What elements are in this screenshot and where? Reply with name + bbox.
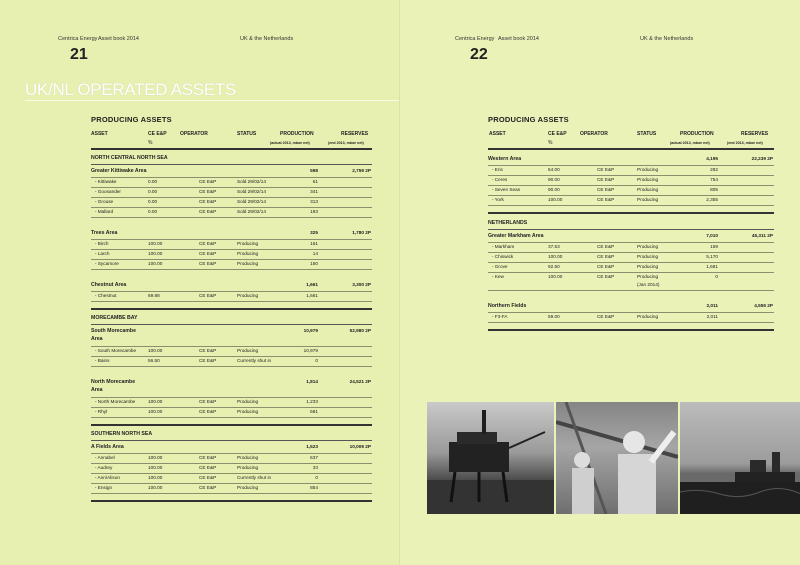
col-operator: OPERATOR [180,131,208,137]
ce-ep-share: 59.00 [548,314,560,319]
section-end-rule [488,212,774,214]
production: 14 [312,251,318,256]
row-rule [91,473,372,474]
operator: CE E&P [199,179,217,184]
asset-name: - Eris [488,167,503,172]
asset-name: - Ann/Alison [91,475,120,480]
production: 193 [310,209,318,214]
group-production: 598 [310,168,318,173]
group-name: South Morecambe [91,328,136,334]
col-asset: ASSET [91,131,108,137]
ce-ep-share: 69.88 [148,293,160,298]
group-name: A Fields Area [91,444,124,450]
group-production: 325 [310,230,318,235]
production: 282 [710,167,718,172]
col-production: PRODUCTION [280,131,314,137]
row-rule [488,252,774,253]
ce-ep-share: 100.00 [148,485,163,490]
operator: CE E&P [597,254,615,259]
group-production: 2,011 [706,303,718,308]
asset-name: - Mallard [91,209,114,214]
section-rule [91,324,372,325]
group-rule [91,291,372,292]
group-rule [488,165,774,166]
ce-ep-share: 0.00 [148,179,158,184]
status: Currently shut in [237,475,272,480]
status: Sold 29/02/14 [237,209,266,214]
operator: CE E&P [597,244,615,249]
operator: CE E&P [597,177,615,182]
group-reserves: 2,759 2P [352,168,371,173]
header-rule [488,148,774,150]
group-rule [488,312,774,313]
production: 0 [715,274,718,279]
production: 0 [315,358,318,363]
col-reserves: RESERVES [341,131,369,137]
row-rule [488,290,774,291]
row-rule [488,175,774,176]
group-name: Western Area [488,156,522,162]
header-section: UK & the Netherlands [240,36,294,42]
group-reserves: 1,780 2P [352,230,371,235]
section-title: NETHERLANDS [488,220,528,226]
row-rule [91,483,372,484]
production: 150 [310,261,318,266]
section-end-rule [91,424,372,426]
col-production-sub: (actual 2013, mboe net) [270,141,310,145]
group-production: 1,814 [306,379,318,384]
offshore-platform-photo [427,402,554,514]
row-rule [91,187,372,188]
ce-ep-share: 56.50 [148,358,160,363]
group-name: Greater Kittiwake Area [91,168,147,174]
col-ce-ep-unit: % [548,140,553,146]
production: 10,979 [303,348,318,353]
group-reserves: 10,009 2P [349,444,371,449]
production: 161 [310,241,318,246]
row-rule [488,262,774,263]
operator: CE E&P [597,264,615,269]
row-rule [91,249,372,250]
status: Producing [637,244,659,249]
asset-name: - Grouse [91,199,114,204]
row-rule [91,197,372,198]
ce-ep-share: 100.00 [148,465,163,470]
row-rule [91,366,372,367]
col-production: PRODUCTION [680,131,714,137]
col-status: STATUS [237,131,257,137]
group-name: Trees Area [91,230,118,236]
operator: CE E&P [199,358,217,363]
asset-name: - Grove [488,264,508,269]
production: 637 [310,455,318,460]
status: Producing [637,187,659,192]
header-book: Asset book 2014 [498,36,539,42]
col-ce-ep-unit: % [148,140,153,146]
asset-name: - South Morecambe [91,348,137,353]
group-name-cont: Area [91,387,103,393]
group-reserves: 45,311 2P [751,233,773,238]
row-rule [91,301,372,302]
section-title: NORTH CENTRAL NORTH SEA [91,155,168,161]
photo-strip [427,402,800,514]
banner-underline [25,100,400,101]
asset-name: - Markham [488,244,515,249]
asset-name: - Birch [91,241,109,246]
row-rule [91,356,372,357]
asset-name: - Chestnut [91,293,117,298]
ce-ep-share: 100.00 [548,197,563,202]
group-name: Northern Fields [488,303,527,309]
group-name-cont: Area [91,336,103,342]
row-rule [488,205,774,206]
ce-ep-share: 100.00 [148,348,163,353]
status: Producing [237,485,259,490]
row-rule [91,463,372,464]
header-company: Centrica Energy [455,36,495,42]
operator: CE E&P [597,167,615,172]
status: Producing [637,254,659,259]
ce-ep-share: 92.50 [548,264,560,269]
asset-name: - Rhyl [91,409,108,414]
ce-ep-share: 0.00 [148,199,158,204]
production: 0 [315,475,318,480]
status: Producing [637,264,659,269]
header-company: Centrica Energy [58,36,98,42]
group-reserves: 52,980 2P [349,328,371,333]
production: 5,170 [706,254,718,259]
status: Producing [637,314,659,319]
ce-ep-share: 100.00 [148,475,163,480]
operator: CE E&P [597,187,615,192]
production: 2,355 [706,197,718,202]
operator: CE E&P [199,293,217,298]
status: Producing [637,197,659,202]
asset-name: - Kew [488,274,504,279]
ce-ep-share: 100.00 [148,261,163,266]
operator: CE E&P [597,197,615,202]
row-rule [488,322,774,323]
section-end-rule [91,500,372,502]
group-production: 4,195 [706,156,718,161]
group-production: 7,010 [706,233,718,238]
row-rule [91,269,372,270]
group-production: 10,979 [303,328,318,333]
ce-ep-share: 0.00 [148,189,158,194]
status: Producing [237,455,259,460]
group-reserves: 22,239 2P [751,156,773,161]
group-rule [91,346,372,347]
ce-ep-share: 54.00 [548,167,560,172]
status: Producing [237,241,259,246]
production: 313 [310,199,318,204]
production: 581 [310,409,318,414]
col-status: STATUS [637,131,657,137]
ce-ep-share: 90.00 [548,187,560,192]
ce-ep-share: 100.00 [148,399,163,404]
status: Producing [237,261,259,266]
operator: CE E&P [199,475,217,480]
row-rule [91,493,372,494]
status: Producing [237,409,259,414]
status: Sold 29/02/14 [237,179,266,184]
floating-production-vessel-photo [680,402,800,514]
production: 805 [710,187,718,192]
operator: CE E&P [199,189,217,194]
status: Producing [237,293,259,298]
ce-ep-share: 100.00 [148,409,163,414]
ce-ep-share: 100.00 [148,241,163,246]
status: Producing [637,274,659,279]
operator: CE E&P [199,399,217,404]
group-name: Greater Markham Area [488,233,544,239]
asset-name: - Ceres [488,177,508,182]
status: Producing [637,177,659,182]
asset-name: - Annabel [91,455,115,460]
operator: CE E&P [199,455,217,460]
status: Producing [237,251,259,256]
page-number: 22 [470,46,488,63]
row-rule [91,407,372,408]
group-rule [91,177,372,178]
ce-ep-share: 100.00 [148,455,163,460]
asset-name: - North Morecambe [91,399,136,404]
col-ce-ep: CE E&P [148,131,167,137]
row-rule [91,217,372,218]
group-rule [91,239,372,240]
group-rule [91,453,372,454]
production: 1,681 [706,264,718,269]
asset-name: - Sycamore [91,261,119,266]
group-reserves: 4,555 2P [754,303,773,308]
status: Currently shut in [237,358,272,363]
status: Producing [237,465,259,470]
ce-ep-share: 100.00 [148,251,163,256]
col-reserves-sub: (end 2013, mboe net) [727,141,763,145]
operator: CE E&P [199,209,217,214]
group-production: 1,661 [306,282,318,287]
section-title: SOUTHERN NORTH SEA [91,431,153,437]
operator: CE E&P [597,274,615,279]
group-name: Chestnut Area [91,282,127,288]
operator: CE E&P [199,485,217,490]
production: 1,233 [306,399,318,404]
operator: CE E&P [199,348,217,353]
operator: CE E&P [199,251,217,256]
asset-name: - Seven Seas [488,187,521,192]
section-end-rule [488,329,774,331]
ce-ep-share: 90.00 [548,177,560,182]
production: 33 [312,465,318,470]
status: Sold 29/02/14 [237,199,266,204]
section-rule [91,164,372,165]
status: Producing [637,167,659,172]
col-reserves: RESERVES [741,131,769,137]
row-rule [91,207,372,208]
row-rule [488,195,774,196]
status: Producing [237,348,259,353]
production: 159 [710,244,718,249]
production: 341 [310,189,318,194]
header-rule [91,148,372,150]
asset-name: - Larch [91,251,110,256]
asset-name: - York [488,197,504,202]
status: Sold 29/02/14 [237,189,266,194]
asset-name: - Ensign [91,485,113,490]
ce-ep-share: 100.00 [548,254,563,259]
row-rule [488,272,774,273]
operator: CE E&P [597,314,615,319]
col-reserves-sub: (end 2013, mboe net) [328,141,364,145]
production: 854 [310,485,318,490]
operator: CE E&P [199,409,217,414]
asset-name: - Audrey [91,465,113,470]
col-operator: OPERATOR [580,131,608,137]
group-rule [488,242,774,243]
section-rule [91,440,372,441]
group-rule [91,397,372,398]
asset-name: - Chiswick [488,254,514,259]
asset-name: - F3-FA [488,314,508,319]
asset-name: - Goosander [91,189,121,194]
header-book: Asset book 2014 [98,36,139,42]
row-rule [91,259,372,260]
operator: CE E&P [199,465,217,470]
workers-graphic [556,402,677,514]
platform-graphic [427,402,554,514]
status: Producing [237,399,259,404]
group-name: North Morecambe [91,379,136,385]
section-banner: UK/NL OPERATED ASSETS [25,80,236,99]
production: 1,661 [306,293,318,298]
col-asset: ASSET [489,131,506,137]
ce-ep-share: 0.00 [148,209,158,214]
section-end-rule [91,308,372,310]
group-reserves: 24,521 2P [349,379,371,384]
page-number: 21 [70,46,88,63]
section-rule [488,229,774,230]
vessel-graphic [680,402,800,514]
col-ce-ep: CE E&P [548,131,567,137]
row-rule [488,185,774,186]
col-production-sub: (actual 2013, mboe net) [670,141,710,145]
operator: CE E&P [199,241,217,246]
status-note: (Jan 2014) [637,282,660,287]
offshore-workers-photo [556,402,677,514]
operator: CE E&P [199,199,217,204]
group-reserves: 3,300 2P [352,282,371,287]
table-title: PRODUCING ASSETS [91,115,172,124]
production: 61 [312,179,318,184]
row-rule [91,417,372,418]
asset-name: - Kittiwake [91,179,117,184]
production: 2,011 [706,314,718,319]
ce-ep-share: 37.53 [548,244,560,249]
header-section: UK & the Netherlands [640,36,694,42]
section-title: MORECAMBE BAY [91,315,138,321]
operator: CE E&P [199,261,217,266]
table-title: PRODUCING ASSETS [488,115,569,124]
ce-ep-share: 100.00 [548,274,563,279]
asset-name: - Bains [91,358,110,363]
production: 754 [710,177,718,182]
group-production: 1,523 [306,444,318,449]
